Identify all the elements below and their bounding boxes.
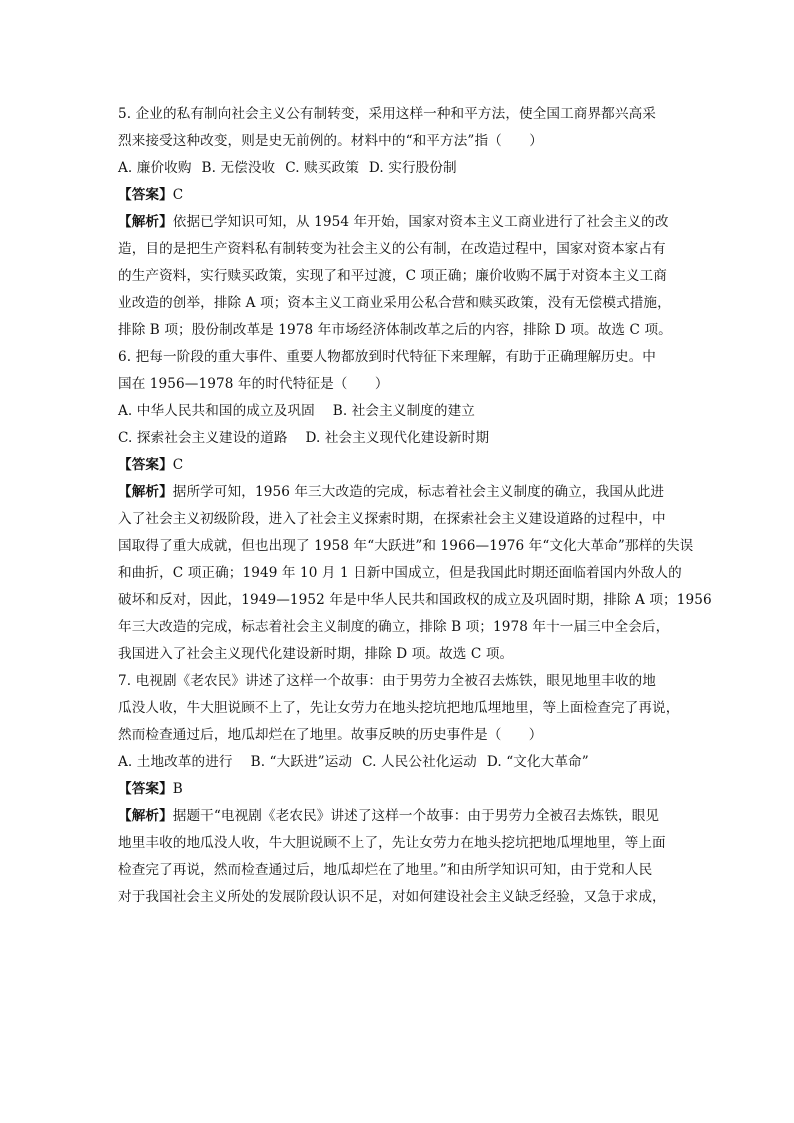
option-a: A. 土地改革的进行 — [118, 754, 233, 770]
question-stem-line: 瓜没人收，牛大胆说顾不上了，先让女劳力在地头挖坑把地瓜埋地里，等上面检查完了再说， — [118, 700, 680, 716]
option-d: D. 实行股份制 — [368, 160, 457, 176]
question-stem-line: 然而检查通过后，地瓜却烂在了地里。故事反映的历史事件是（ ） — [118, 727, 543, 743]
question-stem-line: 5. 企业的私有制向社会主义公有制转变，采用这样一种和平方法，使全国工商界都兴高采 — [118, 106, 656, 122]
option-d: D. “文化大革命” — [486, 754, 589, 770]
analysis-line: 国取得了重大成就，但也出现了 1958 年“大跃进”和 1966—1976 年“文化大革命”那样的失误 — [118, 538, 694, 554]
answer-line — [118, 776, 684, 803]
analysis-text: 据所学可知，1956 年三大改造的完成，标志着社会主义制度的确立，我国从此进 — [172, 484, 665, 500]
options-row — [118, 749, 684, 776]
question-stem-line: 烈来接受这种改变，则是史无前例的。材料中的“和平方法”指（ ） — [118, 133, 543, 149]
analysis-line — [118, 803, 684, 830]
answer-value: C — [172, 457, 184, 473]
option-a: A. 中华人民共和国的成立及巩固 — [118, 403, 315, 419]
analysis-line: 造，目的是把生产资料私有制转变为社会主义的公有制，在改造过程中，国家对资本家占有 — [118, 241, 666, 257]
answer-tag: 【答案】 — [118, 187, 173, 203]
option-d: D. 社会主义现代化建设新时期 — [305, 430, 490, 446]
options-row — [118, 398, 684, 425]
question-7 — [118, 668, 684, 911]
question-stem-line: 国在 1956—1978 年的时代特征是（ ） — [118, 376, 389, 392]
question-5 — [118, 101, 684, 344]
analysis-tag: 【解析】 — [118, 808, 173, 824]
analysis-text: 依据已学知识可知，从 1954 年开始，国家对资本主义工商业进行了社会主义的改 — [172, 214, 669, 230]
option-c: C. 赎买政策 — [285, 160, 359, 176]
analysis-line — [118, 209, 684, 236]
answer-line — [118, 182, 684, 209]
analysis-tag: 【解析】 — [118, 214, 173, 230]
analysis-line: 地里丰收的地瓜没人收，牛大胆说顾不上了，先让女劳力在地头挖坑把地瓜埋地里，等上面 — [118, 835, 666, 851]
answer-value: C — [172, 187, 184, 203]
option-c: C. 探索社会主义建设的道路 — [118, 430, 288, 446]
question-stem-line: 7. 电视剧《老农民》讲述了这样一个故事：由于男劳力全被召去炼铁，眼见地里丰收的地 — [118, 673, 656, 689]
question-6 — [118, 344, 712, 668]
analysis-line: 业改造的创举，排除 A 项；资本主义工商业采用公私合营和赎买政策，没有无偿模式措施， — [118, 295, 671, 311]
analysis-line: 对于我国社会主义所处的发展阶段认识不足，对如何建设社会主义缺乏经验，又急于求成， — [118, 889, 666, 905]
analysis-text: 据题干“电视剧《老农民》讲述了这样一个故事：由于男劳力全被召去炼铁，眼见 — [172, 808, 660, 824]
analysis-line: 和曲折，C 项正确；1949 年 10 月 1 日新中国成立，但是我国此时期还面临着国内外敌人的 — [118, 565, 682, 581]
analysis-line — [118, 479, 684, 506]
analysis-line: 的生产资料，实行赎买政策，实现了和平过渡，C 项正确；廉价收购不属于对资本主义工商 — [118, 268, 667, 284]
answer-tag: 【答案】 — [118, 781, 173, 797]
option-b: B. 社会主义制度的建立 — [332, 403, 475, 419]
options-row — [118, 425, 684, 452]
options-row — [118, 155, 684, 182]
answer-line — [118, 452, 684, 479]
analysis-line: 入了社会主义初级阶段，进入了社会主义探索时期，在探索社会主义建设道路的过程中，中 — [118, 511, 666, 527]
analysis-line: 年三大改造的完成，标志着社会主义制度的确立，排除 B 项；1978 年十一届三中全会后， — [118, 619, 670, 635]
option-c: C. 人民公社化运动 — [362, 754, 477, 770]
option-b: B. “大跃进”运动 — [250, 754, 353, 770]
answer-value: B — [172, 781, 183, 797]
analysis-line: 检查完了再说，然而检查通过后，地瓜却烂在了地里。”和由所学知识可知，由于党和人民 — [118, 862, 653, 878]
document-page — [118, 101, 712, 911]
answer-tag: 【答案】 — [118, 457, 173, 473]
analysis-line: 我国进入了社会主义现代化建设新时期，排除 D 项。故选 C 项。 — [118, 646, 514, 662]
analysis-line: 排除 B 项；股份制改革是 1978 年市场经济体制改革之后的内容，排除 D 项。故选 C 项。 — [118, 322, 672, 338]
option-a: A. 廉价收购 — [118, 160, 192, 176]
option-b: B. 无偿没收 — [201, 160, 276, 176]
analysis-line: 破坏和反对，因此，1949—1952 年是中华人民共和国政权的成立及巩固时期，排除 A 项；1956 — [118, 592, 712, 608]
question-stem-line: 6. 把每一阶段的重大事件、重要人物都放到时代特征下来理解，有助于正确理解历史。中 — [118, 349, 656, 365]
analysis-tag: 【解析】 — [118, 484, 173, 500]
